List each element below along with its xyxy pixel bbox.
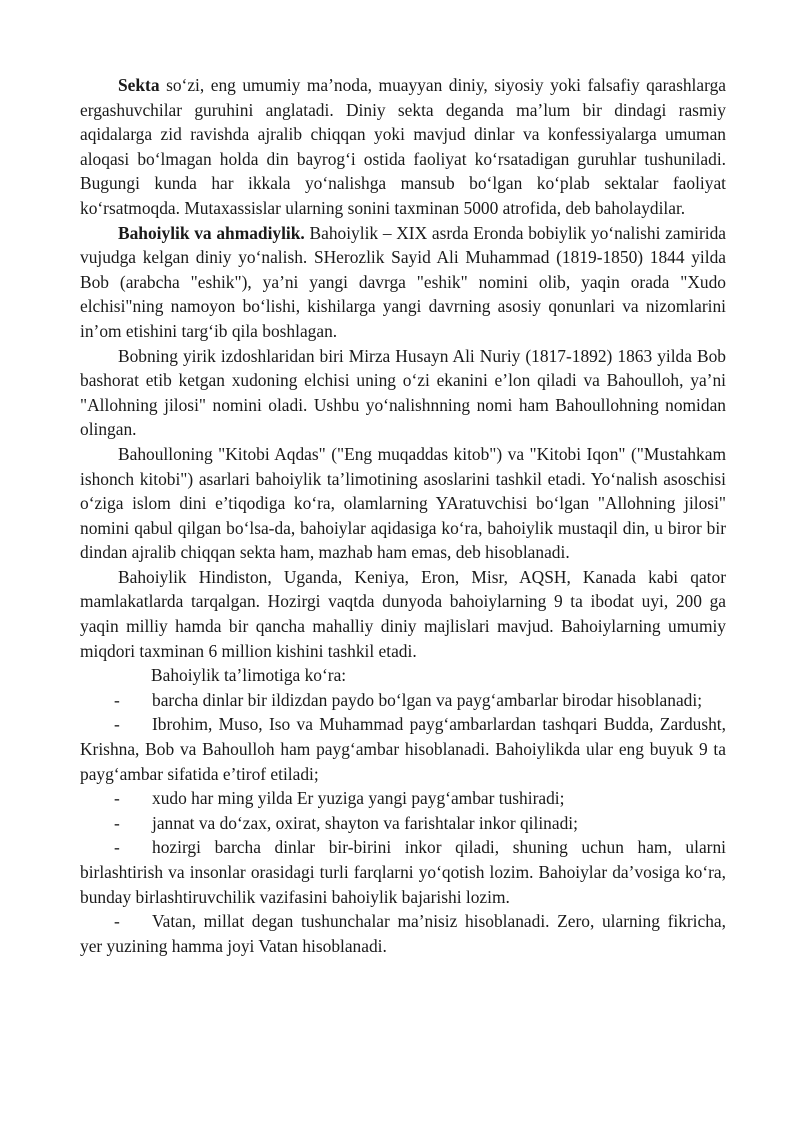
list-item	[80, 811, 726, 836]
list-item-text: jannat va do‘zax, oxirat, shayton va farishtalar inkor qilinadi;	[152, 812, 578, 833]
list-item-text: Vatan, millat degan tushunchalar ma’nisiz hisoblanadi. Zero, ularning fikricha, yer yuzining hamma joyi Vatan hisoblanadi.	[80, 911, 726, 956]
paragraph-sekta	[80, 73, 726, 221]
list-item-text: xudo har ming yilda Er yuziga yangi payg‘ambar tushiradi;	[152, 788, 565, 809]
paragraph-text: so‘zi, eng umumiy ma’noda, muayyan diniy, siyosiy yoki falsafiy qarashlarga ergashuvchilar guruhini anglatadi. Diniy sekta deganda ma’lum bir dindagi rasmiy aqidalarga zid ravishda ajralib chiqqan yoki mavjud dinlar va konfessiyalarga umuman aloqasi bo‘lmagan holda din bayrog‘i ostida faoliyat ko‘rsatadigan guruhlar tushuniladi. Bugungi kunda har ikkala yo‘nalishga mansub bo‘lgan ko‘plab sektalar faoliyat ko‘rsatmoqda. Mutaxassislar ularning sonini taxminan 5000 atrofida, deb baholaydilar.	[80, 75, 726, 218]
paragraph-text: Bahoiylik – XIX asrda Eronda bobiylik yo‘nalishi zamirida vujudga kelgan diniy yo‘nalish. SHerozlik Sayid Ali Muhammad (1819-1850) 1844 yilda Bob (arabcha "eshik"), ya’ni yangi davrga "eshik" nomini olib, yaqin orada "Xudo elchisi"ning namoyon bo‘lishi, kishilarga yangi davrning asosiy qonunlari va nizomlarini in’om etishini targ‘ib qila boshlagan.	[80, 222, 727, 341]
dash-marker: -	[114, 714, 120, 735]
dash-marker: -	[114, 689, 120, 710]
document-page	[80, 73, 726, 958]
list-item	[80, 835, 726, 909]
list-item-text: barcha dinlar bir ildizdan paydo bo‘lgan va payg‘ambarlar birodar hisoblanadi;	[152, 689, 703, 710]
list-item-text: Ibrohim, Muso, Iso va Muhammad payg‘ambarlardan tashqari Budda, Zardusht, Krishna, Bob va Bahoulloh ham payg‘ambar hisoblanadi. Bahoiylikda ular eng buyuk 9 ta payg‘ambar sifatida e’tirof etiladi;	[80, 714, 726, 784]
paragraph-text: Bahoulloning "Kitobi Aqdas" ("Eng muqaddas kitob") va "Kitobi Iqon" ("Mustahkam ishonch kitobi") asarlari bahoiylik ta’limotining asoslarini tashkil etadi. Yo‘nalish asoschisi o‘ziga islom dini e’tiqodiga ko‘ra, olamlarning YAratuvchisi bo‘lgan "Allohning jilosi" nomini qabul qilgan bo‘lsa-da, bahoiylar aqidasiga ko‘ra, bahoiylik mustaqil din, u biror bir dindan ajralib chiqqan sekta ham, mazhab ham emas, deb hisoblanadi.	[80, 443, 726, 563]
paragraph-tarqalishi	[80, 565, 726, 663]
list-item	[80, 688, 726, 713]
list-item	[80, 786, 726, 811]
list-item-text: hozirgi barcha dinlar bir-birini inkor qiladi, shuning uchun ham, ularni birlashtirish va insonlar orasidagi turli farqlarni yo‘qotish lozim. Bahoiylar da’vosiga ko‘ra, bunday birlashtiruvchilik vazifasini bahoiylik bajarishi lozim.	[80, 837, 726, 907]
term-bahoiylik-va-ahmadiylik: Bahoiylik va ahmadiylik.	[118, 222, 305, 243]
paragraph-bob-izdoshlari	[80, 344, 726, 442]
paragraph-bahoiylik	[80, 221, 726, 344]
paragraph-text: Bahoiylik Hindiston, Uganda, Keniya, Eron, Misr, AQSH, Kanada kabi qator mamlakatlarda tarqalgan. Hozirgi vaqtda dunyoda bahoiylarning 9 ta ibodat uyi, 200 ga yaqin milliy hamda bir qancha mahalliy diniy majlislari mavjud. Bahoiylarning umumiy miqdori taxminan 6 million kishini tashkil etadi.	[80, 566, 726, 661]
dash-marker: -	[114, 837, 120, 858]
list-item	[80, 909, 726, 958]
dash-marker: -	[114, 788, 120, 809]
list-intro: Bahoiylik ta’limotiga ko‘ra:	[151, 665, 347, 686]
paragraph-kitobi-aqdas	[80, 442, 726, 565]
paragraph-text: Bobning yirik izdoshlaridan biri Mirza Husayn Ali Nuriy (1817-1892) 1863 yilda Bob bashorat etib ketgan xudoning elchisi uning o‘zi ekanini e’lon qiladi va Bahoulloh, ya’ni "Allohning jilosi" nomini oladi. Ushbu yo‘nalishnning nomi ham Bahoullohning nomidan olingan.	[80, 345, 726, 440]
list-item	[80, 712, 726, 786]
dash-marker: -	[114, 911, 120, 932]
term-sekta: Sekta	[118, 75, 160, 95]
dash-marker: -	[114, 812, 120, 833]
